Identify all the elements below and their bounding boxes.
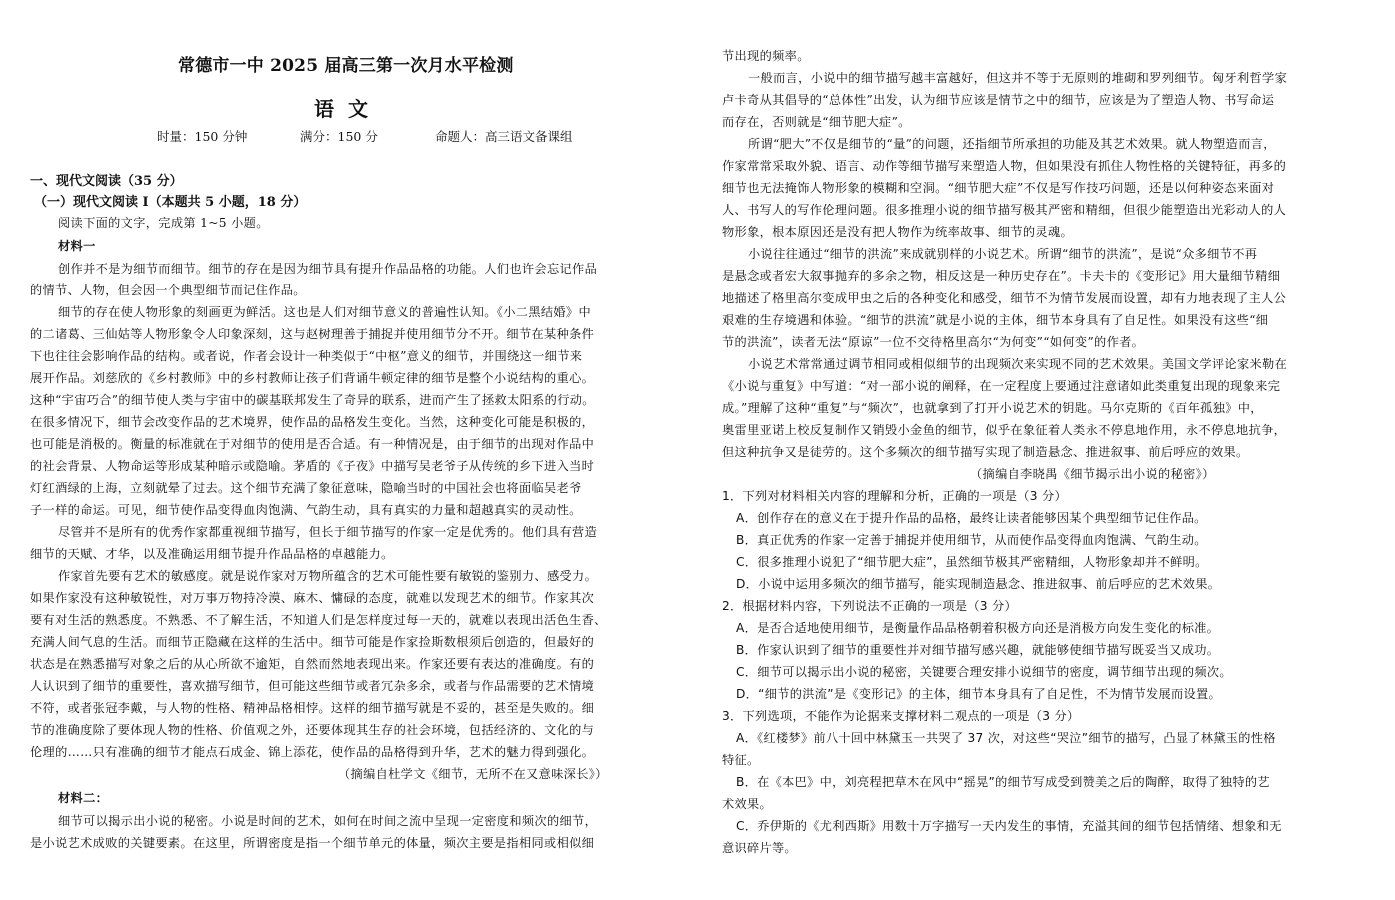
paragraph-line: 也可能是消极的。衡量的标准就在于对细节的使用是否合适。有一种情况是，由于细节的出现对作品中 (30, 437, 595, 451)
paragraph-line: 一般而言，小说中的细节描写越丰富越好，但这并不等于无原则的堆砌和罗列细节。匈牙利哲学家 (748, 71, 1288, 85)
paragraph-line: 节出现的频率。 (722, 49, 810, 63)
paragraph-line: 卢卡奇从其倡导的“总体性”出发，认为细节应该是情节之中的细节，应该是为了塑造人物、书写命运 (722, 93, 1275, 107)
exam-subject: 语文 (314, 97, 382, 121)
paragraph-line: 的社会背景、人物命运等形成某种暗示或隐喻。茅盾的《子夜》中描写吴老爷子从传统的乡下进入当时 (30, 459, 595, 473)
paragraph-line: 小说往往通过“细节的洪流”来成就别样的小说艺术。所谓“细节的洪流”，是说“众多细节不再 (748, 247, 1258, 261)
paragraph-line: 是小说艺术成败的关键要素。在这里，所谓密度是指一个细节单元的体量，频次主要是指相同或相似细 (30, 836, 595, 850)
material2-source: （摘编自李晓禺《细节揭示出小说的秘密》） (970, 467, 1215, 481)
paragraph-line: 奥雷里亚诺上校反复制作又销毁小金鱼的细节，似乎在象征着人类永不停息地作用，永不停息地抗争， (722, 423, 1287, 437)
paragraph-line: 的情节、人物，但会因一个典型细节而记住作品。 (30, 283, 306, 297)
paragraph-line: 如果作家没有这种敏锐性，对万事万物持冷漠、麻木、慵碌的态度，就难以发现艺术的细节。作家其次 (30, 591, 595, 605)
question-2-option-c: C．细节可以揭示出小说的秘密，关键要合理安排小说细节的密度，调节细节出现的频次。 (736, 665, 1232, 679)
exam-score: 满分：150 分 (300, 129, 378, 144)
paragraph-line: 状态是在熟悉描写对象之后的从心所欲不逾矩，自然而然地表现出来。作家还要有表达的准确度。有的 (30, 657, 595, 671)
question-2-option-a: A．是否合适地使用细节，是衡量作品品格朝着积极方向还是消极方向发生变化的标准。 (736, 621, 1220, 635)
part-title: （一）现代文阅读 I（本题共 5 小题，18 分） (34, 195, 307, 210)
paragraph-line: 但这种抗争又是徒劳的。这个多频次的细节描写实现了制造悬念、推进叙事、前后呼应的效果。 (722, 445, 1249, 459)
paragraph-line: 灯红酒绿的上海，立刻就晕了过去。这个细节充满了象征意味，隐喻当时的中国社会也将面临吴老爷 (30, 481, 582, 495)
question-1-option-c: C．很多推理小说犯了“细节肥大症”，虽然细节极其严密精细，人物形象却并不鲜明。 (736, 555, 1208, 569)
question-2-option-b: B．作家认识到了细节的重要性并对细节描写感兴趣，就能够使细节描写既妥当又成功。 (736, 643, 1220, 657)
paragraph-line: 是悬念或者宏大叙事抛弃的多余之物，相反这是一种历史存在”。卡夫卡的《变形记》用大量细节精细 (722, 269, 1281, 283)
paragraph-line: 细节的存在使人物形象的刻画更为鲜活。这也是人们对细节意义的普遍性认知。《小二黑结婚》中 (58, 305, 592, 319)
instruction: 阅读下面的文字，完成第 1~5 小题。 (58, 216, 269, 230)
paragraph-line: 尽管并不是所有的优秀作家都重视细节描写，但长于细节描写的作家一定是优秀的。他们具有营造 (58, 525, 598, 539)
section-title: 一、现代文阅读（35 分） (30, 174, 183, 189)
paragraph-line: 不符，或者张冠李戴，与人物的性格、精神品格相悖。这样的细节描写就是不妥的，甚至是失败的。细 (30, 701, 595, 715)
paragraph-line: 艰难的生存境遇和体验。“细节的洪流”就是小说的主体，细节本身具有了自足性。如果没有这些“细 (722, 313, 1269, 327)
paragraph-line: 伦理的……只有准确的细节才能点石成金、锦上添花，使作品的品格得到升华，艺术的魅力得到强化。 (30, 745, 595, 759)
paragraph-line: 节的准确度除了要体现人物的性格、价值观之外，还要体现其生存的社会环境，包括经济的、文化的与 (30, 723, 595, 737)
paragraph-line: 在很多情况下，细节会改变作品的艺术境界，使作品的品格发生变化。当然，这种变化可能是积极的， (30, 415, 595, 429)
material2-label: 材料二： (58, 791, 109, 805)
paragraph-line: 人、书写人的写作伦理问题。很多推理小说的细节描写极其严密和精细，但很少能塑造出光彩动人的人 (722, 203, 1287, 217)
question-3-option-c: C．乔伊斯的《尤利西斯》用数十万字描写一天内发生的事情，充溢其间的细节包括情绪、想象和无 (736, 819, 1282, 833)
paragraph-line: 的二诸葛、三仙姑等人物形象令人印象深刻，这与赵树理善于捕捉并使用细节分不开。细节在某种条件 (30, 327, 595, 341)
paragraph-line: 作家首先要有艺术的敏感度。就是说作家对万物所蕴含的艺术可能性要有敏锐的鉴别力、感受力。 (58, 569, 598, 583)
question-1-option-b: B．真正优秀的作家一定善于捕捉并使用细节，从而使作品变得血肉饱满、气韵生动。 (736, 533, 1207, 547)
paragraph-line: 要有对生活的熟悉度。不熟悉、不了解生活，不知道人们是怎样度过每一天的，就难以表现出活色生香、 (30, 613, 607, 627)
paragraph-line: 成。”理解了这种“重复”与“频次”，也就拿到了打开小说艺术的钥匙。马尔克斯的《百年孤独》中， (722, 401, 1263, 415)
paragraph-line: 充满人间气息的生活。而细节正隐藏在这样的生活中。细节可能是作家捡斯数根须后创造的，但最好的 (30, 635, 595, 649)
question-1-option-a: A．创作存在的意义在于提升作品的品格，最终让读者能够因某个典型细节记住作品。 (736, 511, 1207, 525)
exam-author: 命题人：高三语文备课组 (435, 129, 573, 144)
paragraph-line: 子一样的命运。可见，细节使作品变得血肉饱满、气韵生动，具有真实的力量和超越真实的灵动性。 (30, 503, 582, 517)
paragraph-line: 《小说与重复》中写道：“对一部小说的阐释，在一定程度上要通过注意诸如此类重复出现的现象来完 (722, 379, 1281, 393)
paragraph-line: 所谓“肥大”不仅是细节的“量”的问题，还指细节所承担的功能及其艺术效果。就人物塑造而言， (748, 137, 1276, 151)
material1-label: 材料一 (58, 239, 96, 253)
question-1-stem: 1．下列对材料相关内容的理解和分析，正确的一项是（3 分） (722, 489, 1067, 503)
right-column (722, 0, 1362, 900)
question-3-stem: 3．下列选项，不能作为论据来支撑材料二观点的一项是（3 分） (722, 709, 1080, 723)
paragraph-line: 细节也无法掩饰人物形象的模糊和空洞。“细节肥大症”不仅是写作技巧问题，还是以何种姿态来面对 (722, 181, 1275, 195)
paragraph-line: 而存在，否则就是“细节肥大症”。 (722, 115, 911, 129)
question-2-option-d: D．“细节的洪流”是《变形记》的主体，细节本身具有了自足性，不为情节发展而设置。 (736, 687, 1221, 701)
paragraph-line: 地描述了格里高尔变成甲虫之后的各种变化和感受，细节不为情节发展而设置，却有力地表现了主人公 (722, 291, 1287, 305)
left-column (30, 0, 668, 900)
question-3-option-a-cont: 特征。 (722, 753, 760, 767)
paragraph-line: 细节的天赋、才华，以及准确运用细节提升作品品格的卓越能力。 (30, 547, 394, 561)
paragraph-line: 这种“宇宙巧合”的细节使人类与宇宙中的碳基联邦发生了奇异的联系，进而产生了拯救太阳系的行动。 (30, 393, 595, 407)
question-3-option-c-cont: 意识碎片等。 (722, 841, 797, 855)
paragraph-line: 人认识到了细节的重要性，喜欢描写细节，但可能这些细节或者冗杂多余，或者与作品需要的艺术情境 (30, 679, 595, 693)
question-1-option-d: D．小说中运用多频次的细节描写，能实现制造悬念、推进叙事、前后呼应的艺术效果。 (736, 577, 1221, 591)
paragraph-line: 作家常常采取外貌、语言、动作等细节描写来塑造人物，但如果没有抓住人物性格的关键特征，再多的 (722, 159, 1287, 173)
paragraph-line: 小说艺术常常通过调节相同或相似细节的出现频次来实现不同的艺术效果。美国文学评论家米勒在 (748, 357, 1288, 371)
question-3-option-b: B．在《本巴》中，刘亮程把草木在风中“摇晃”的细节写成受到赞美之后的陶醉，取得了独特的艺 (736, 775, 1270, 789)
paragraph-line: 展开作品。刘慈欣的《乡村教师》中的乡村教师让孩子们背诵牛顿定律的细节是整个小说结构的重心。 (30, 371, 595, 385)
material1-source: （摘编自杜学文《细节，无所不在又意味深长》） (338, 767, 608, 781)
paragraph-line: 节的洪流”，读者无法“原谅”一位不交待格里高尔“为何变”“如何变”的作者。 (722, 335, 1145, 349)
question-3-option-b-cont: 术效果。 (722, 797, 772, 811)
paragraph-line: 细节可以揭示出小说的秘密。小说是时间的艺术，如何在时间之流中呈现一定密度和频次的细节， (58, 814, 598, 828)
question-2-stem: 2．根据材料内容，下列说法不正确的一项是（3 分） (722, 599, 1018, 613)
exam-time: 时量：150 分钟 (157, 129, 248, 144)
paragraph-line: 物形象，根本原因还是没有把人物作为统率故事、细节的灵魂。 (722, 225, 1074, 239)
question-3-option-a: A．《红楼梦》前八十回中林黛玉一共哭了 37 次，对这些“哭泣”细节的描写，凸显了林黛玉的性格 (736, 731, 1276, 745)
exam-title: 常德市一中 2025 届高三第一次月水平检测 (178, 56, 514, 76)
paragraph-line: 创作并不是为细节而细节。细节的存在是因为细节具有提升作品品格的功能。人们也许会忘记作品 (58, 262, 598, 276)
paragraph-line: 下也往往会影响作品的结构。或者说，作者会设计一种类似于“中枢”意义的细节，并围绕这一细节来 (30, 349, 583, 363)
